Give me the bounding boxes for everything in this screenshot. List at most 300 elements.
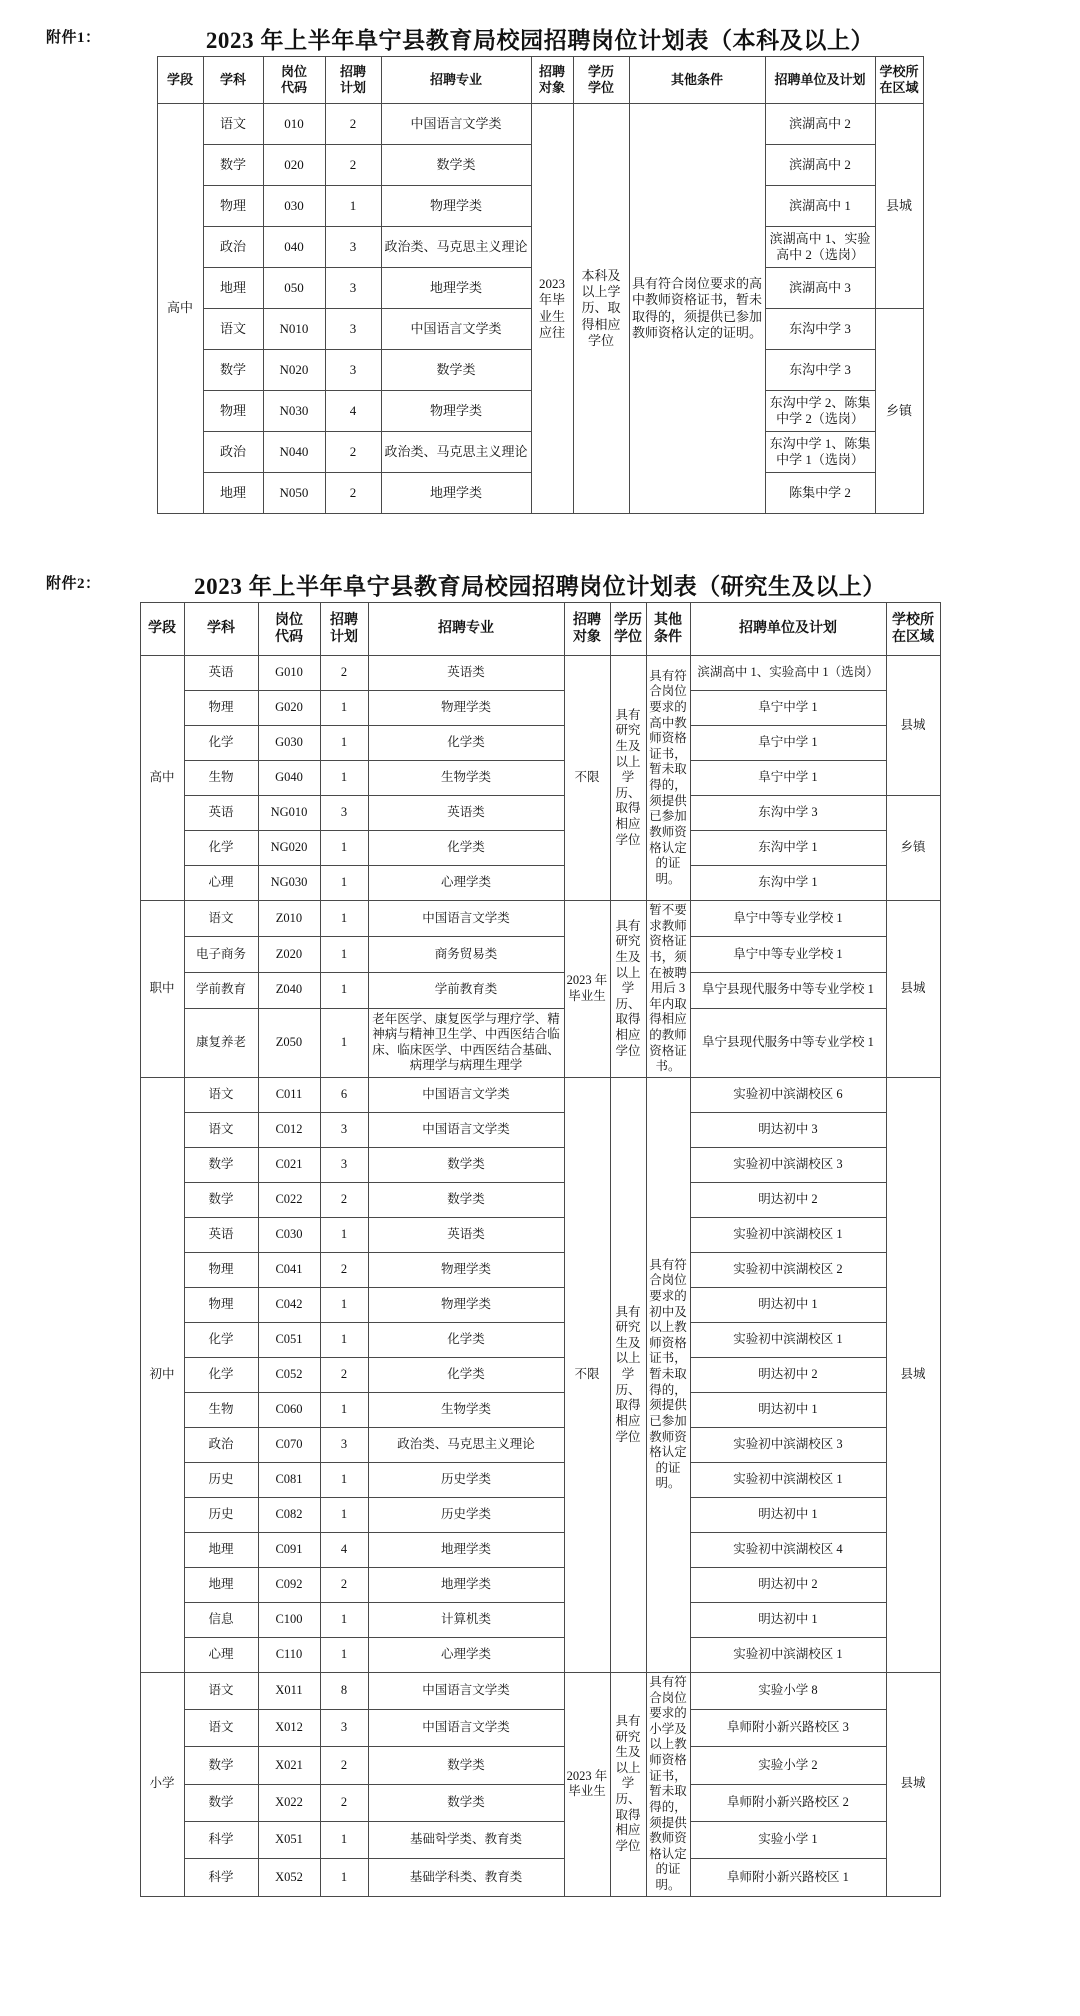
cell-code: N010 xyxy=(263,309,325,350)
attachment2-title: 2023 年上半年阜宁县教育局校园招聘岗位计划表（研究生及以上） xyxy=(194,574,886,599)
cell-unit: 阜宁中学 1 xyxy=(690,761,886,796)
cell-unit: 阜宁县现代服务中等专业学校 1 xyxy=(690,972,886,1008)
cell-unit: 滨湖高中 1、实验高中 1（选岗） xyxy=(690,656,886,691)
cell-plan: 1 xyxy=(320,1287,368,1322)
cell-major: 计算机类 xyxy=(368,1602,564,1637)
cell-subject: 历史 xyxy=(184,1462,258,1497)
cell-unit: 东沟中学 3 xyxy=(765,309,875,350)
cell-area: 县城 xyxy=(886,1672,940,1896)
cell-major: 心理学类 xyxy=(368,866,564,901)
cell-code: Z040 xyxy=(258,972,320,1008)
cell-other: 具有符合岗位要求的高中教师资格证书，暂未取得的，须提供已参加教师资格认定的证明。 xyxy=(646,656,690,901)
table-row xyxy=(140,866,940,901)
cell-subject: 心理 xyxy=(184,1637,258,1672)
cell-target: 2023 年毕业生 xyxy=(564,901,610,1078)
th-stage: 学段 xyxy=(157,57,203,104)
cell-plan: 2 xyxy=(320,656,368,691)
cell-unit: 东沟中学 1 xyxy=(690,831,886,866)
table-row xyxy=(140,1322,940,1357)
cell-unit: 实验初中滨湖校区 6 xyxy=(690,1077,886,1112)
cell-subject: 政治 xyxy=(184,1427,258,1462)
cell-unit: 阜师附小新兴路校区 2 xyxy=(690,1784,886,1821)
cell-major: 数学类 xyxy=(368,1147,564,1182)
cell-other: 暂不要求教师资格证书，须在被聘用后 3 年内取得相应的教师资格证书。 xyxy=(646,901,690,1078)
th-area-line1: 学校所 xyxy=(892,612,934,628)
cell-major: 物理学类 xyxy=(368,1252,564,1287)
cell-plan: 3 xyxy=(320,1112,368,1147)
th-plan-line1: 招聘 xyxy=(330,612,358,628)
cell-unit: 实验初中滨湖校区 1 xyxy=(690,1322,886,1357)
table-row xyxy=(140,1217,940,1252)
th-degree xyxy=(610,603,646,656)
cell-major: 地理学类 xyxy=(368,1567,564,1602)
cell-major: 英语类 xyxy=(368,1217,564,1252)
cell-target: 不限 xyxy=(564,1077,610,1672)
cell-code: C070 xyxy=(258,1427,320,1462)
cell-subject: 化学 xyxy=(184,1357,258,1392)
th-code-line2: 代码 xyxy=(280,80,307,95)
cell-unit: 滨湖高中 1 xyxy=(765,186,875,227)
cell-subject: 语文 xyxy=(184,1710,258,1747)
cell-code: X012 xyxy=(258,1710,320,1747)
cell-unit: 实验初中滨湖校区 1 xyxy=(690,1217,886,1252)
table-row xyxy=(140,936,940,972)
cell-plan: 2 xyxy=(320,1567,368,1602)
cell-subject: 信息 xyxy=(184,1602,258,1637)
table-row xyxy=(140,1532,940,1567)
cell-code: NG020 xyxy=(258,831,320,866)
table-row xyxy=(140,1822,940,1859)
cell-unit: 明达初中 3 xyxy=(690,1112,886,1147)
cell-major: 数学类 xyxy=(381,350,531,391)
table-row xyxy=(140,901,940,937)
th-degree-line1: 学历 xyxy=(614,612,642,628)
cell-subject: 物理 xyxy=(184,691,258,726)
table-row xyxy=(140,1672,940,1709)
cell-subject: 语文 xyxy=(184,1672,258,1709)
cell-code: C042 xyxy=(258,1287,320,1322)
cell-degree: 具有研究生及以上学历、取得相应学位 xyxy=(610,1672,646,1896)
cell-major: 物理学类 xyxy=(368,691,564,726)
cell-major: 中国语言文学类 xyxy=(368,901,564,937)
cell-other: 具有符合岗位要求的初中及以上教师资格证书，暂未取得的，须提供已参加教师资格认定的证明。 xyxy=(646,1077,690,1672)
cell-code: Z020 xyxy=(258,936,320,972)
table-row xyxy=(140,1427,940,1462)
cell-code: C091 xyxy=(258,1532,320,1567)
cell-subject: 物理 xyxy=(203,186,263,227)
cell-major: 商务贸易类 xyxy=(368,936,564,972)
cell-subject: 康复养老 xyxy=(184,1008,258,1077)
cell-plan: 1 xyxy=(320,1497,368,1532)
cell-unit: 阜宁中等专业学校 1 xyxy=(690,901,886,937)
cell-major: 政治类、马克思主义理论 xyxy=(368,1427,564,1462)
th-code-line1: 岗位 xyxy=(275,612,303,628)
cell-major: 化学类 xyxy=(368,1322,564,1357)
cell-major: 学前教育类 xyxy=(368,972,564,1008)
cell-major: 生物学类 xyxy=(368,761,564,796)
cell-degree: 本科及以上学历、取得相应学位 xyxy=(573,104,629,514)
cell-code: Z010 xyxy=(258,901,320,937)
cell-major: 中国语言文学类 xyxy=(368,1672,564,1709)
cell-plan: 1 xyxy=(320,726,368,761)
cell-code: 030 xyxy=(263,186,325,227)
table-row xyxy=(140,691,940,726)
th-other: 其他条件 xyxy=(629,57,765,104)
cell-major: 化学类 xyxy=(368,726,564,761)
cell-subject: 语文 xyxy=(203,104,263,145)
table-row xyxy=(140,1252,940,1287)
th-unit: 招聘单位及计划 xyxy=(690,603,886,656)
cell-plan: 1 xyxy=(320,1217,368,1252)
th-plan-line2: 计划 xyxy=(330,630,358,645)
cell-major: 化学类 xyxy=(368,831,564,866)
attachment1-title: 2023 年上半年阜宁县教育局校园招聘岗位计划表（本科及以上） xyxy=(205,28,875,53)
th-code xyxy=(263,57,325,104)
th-plan xyxy=(325,57,381,104)
cell-plan: 2 xyxy=(320,1182,368,1217)
cell-major: 化学类 xyxy=(368,1357,564,1392)
cell-major: 数学类 xyxy=(368,1784,564,1821)
table-row xyxy=(140,1462,940,1497)
attachment2-table-wrap xyxy=(0,602,1080,1897)
cell-unit: 明达初中 1 xyxy=(690,1287,886,1322)
cell-code: C110 xyxy=(258,1637,320,1672)
cell-major: 英语类 xyxy=(368,796,564,831)
cell-target: 2023 年毕业生 xyxy=(564,1672,610,1896)
cell-plan: 4 xyxy=(325,391,381,432)
cell-major: 基础학学类、教育类 xyxy=(368,1822,564,1859)
stage-cell: 职中 xyxy=(140,901,184,1078)
table-row xyxy=(140,1182,940,1217)
cell-major: 政治类、马克思主义理论 xyxy=(381,227,531,268)
cell-unit: 陈集中学 2 xyxy=(765,473,875,514)
cell-subject: 数学 xyxy=(184,1784,258,1821)
th-unit: 招聘单位及计划 xyxy=(765,57,875,104)
cell-unit: 明达初中 1 xyxy=(690,1602,886,1637)
cell-code: C011 xyxy=(258,1077,320,1112)
attachment2-label: 附件2： xyxy=(46,576,101,592)
th-code-line2: 代码 xyxy=(275,630,303,645)
cell-subject: 学前教育 xyxy=(184,972,258,1008)
cell-plan: 1 xyxy=(320,761,368,796)
th-target-line2: 对象 xyxy=(573,630,601,645)
cell-code: C052 xyxy=(258,1357,320,1392)
th-major: 招聘专业 xyxy=(368,603,564,656)
cell-subject: 数学 xyxy=(184,1182,258,1217)
cell-major: 中国语言文学类 xyxy=(381,309,531,350)
cell-code: NG010 xyxy=(258,796,320,831)
cell-major: 英语类 xyxy=(368,656,564,691)
cell-major: 数学类 xyxy=(368,1182,564,1217)
cell-subject: 政治 xyxy=(203,432,263,473)
th-target xyxy=(564,603,610,656)
cell-code: C012 xyxy=(258,1112,320,1147)
cell-target: 不限 xyxy=(564,656,610,901)
cell-code: 040 xyxy=(263,227,325,268)
cell-plan: 2 xyxy=(320,1784,368,1821)
cell-unit: 实验初中滨湖校区 4 xyxy=(690,1532,886,1567)
cell-code: N030 xyxy=(263,391,325,432)
cell-other: 具有符合岗位要求的高中教师资格证书，暂未取得的，须提供已参加教师资格认定的证明。 xyxy=(629,104,765,514)
cell-code: N040 xyxy=(263,432,325,473)
attachment1-title-row xyxy=(0,14,1080,56)
th-plan xyxy=(320,603,368,656)
cell-unit: 实验小学 1 xyxy=(690,1822,886,1859)
cell-subject: 化学 xyxy=(184,1322,258,1357)
cell-area: 乡镇 xyxy=(886,796,940,901)
cell-plan: 1 xyxy=(320,1392,368,1427)
cell-plan: 1 xyxy=(320,1462,368,1497)
cell-unit: 滨湖高中 3 xyxy=(765,268,875,309)
cell-subject: 政治 xyxy=(203,227,263,268)
cell-subject: 语文 xyxy=(184,1112,258,1147)
cell-major: 中国语言文学类 xyxy=(368,1710,564,1747)
cell-code: N020 xyxy=(263,350,325,391)
cell-plan: 1 xyxy=(320,691,368,726)
cell-plan: 1 xyxy=(320,936,368,972)
cell-unit: 明达初中 2 xyxy=(690,1357,886,1392)
cell-subject: 心理 xyxy=(184,866,258,901)
cell-area: 县城 xyxy=(875,104,923,309)
cell-major: 数学类 xyxy=(368,1747,564,1784)
cell-code: Z050 xyxy=(258,1008,320,1077)
cell-plan: 8 xyxy=(320,1672,368,1709)
th-plan-line1: 招聘 xyxy=(339,63,366,79)
cell-plan: 3 xyxy=(320,1147,368,1182)
cell-major: 地理学类 xyxy=(381,268,531,309)
cell-code: G040 xyxy=(258,761,320,796)
cell-code: G010 xyxy=(258,656,320,691)
cell-code: 050 xyxy=(263,268,325,309)
stage-cell: 初中 xyxy=(140,1077,184,1672)
cell-code: C092 xyxy=(258,1567,320,1602)
cell-plan: 1 xyxy=(320,1859,368,1896)
th-target-line1: 招聘 xyxy=(573,612,601,628)
cell-subject: 语文 xyxy=(184,901,258,937)
cell-code: X011 xyxy=(258,1672,320,1709)
table-row xyxy=(140,1637,940,1672)
cell-subject: 英语 xyxy=(184,1217,258,1252)
cell-code: C081 xyxy=(258,1462,320,1497)
th-area xyxy=(875,57,923,104)
cell-plan: 2 xyxy=(325,104,381,145)
cell-subject: 数学 xyxy=(184,1747,258,1784)
th-plan-line2: 计划 xyxy=(339,80,366,95)
table-row xyxy=(140,1497,940,1532)
stage-cell: 小学 xyxy=(140,1672,184,1896)
cell-code: C100 xyxy=(258,1602,320,1637)
cell-subject: 数学 xyxy=(203,350,263,391)
cell-major: 心理学类 xyxy=(368,1637,564,1672)
cell-plan: 3 xyxy=(325,268,381,309)
cell-subject: 英语 xyxy=(184,796,258,831)
th-area xyxy=(886,603,940,656)
th-subject: 学科 xyxy=(184,603,258,656)
cell-major: 物理学类 xyxy=(368,1287,564,1322)
attachment2-header-row xyxy=(140,603,940,656)
table-row xyxy=(140,1077,940,1112)
cell-unit: 明达初中 2 xyxy=(690,1567,886,1602)
attachment2-table xyxy=(140,602,941,1897)
cell-code: NG030 xyxy=(258,866,320,901)
cell-unit: 实验初中滨湖校区 2 xyxy=(690,1252,886,1287)
cell-major: 中国语言文学类 xyxy=(381,104,531,145)
table-row xyxy=(140,1602,940,1637)
cell-code: G020 xyxy=(258,691,320,726)
cell-plan: 1 xyxy=(320,1822,368,1859)
cell-major: 老年医学、康复医学与理疗学、精神病与精神卫生学、中西医结合临床、临床医学、中西医结合基础、病理学与病理生理学 xyxy=(368,1008,564,1077)
cell-major: 历史学类 xyxy=(368,1497,564,1532)
stage-cell: 高中 xyxy=(157,104,203,514)
attachment1-body xyxy=(157,104,923,514)
cell-subject: 语文 xyxy=(203,309,263,350)
cell-plan: 2 xyxy=(325,473,381,514)
cell-subject: 化学 xyxy=(184,726,258,761)
cell-plan: 1 xyxy=(320,901,368,937)
cell-area: 乡镇 xyxy=(875,309,923,514)
stage-cell: 高中 xyxy=(140,656,184,901)
table-row xyxy=(140,1567,940,1602)
th-area-line2: 在区域 xyxy=(879,80,919,95)
cell-major: 基础学科类、教育类 xyxy=(368,1859,564,1896)
cell-area: 县城 xyxy=(886,656,940,796)
cell-code: X051 xyxy=(258,1822,320,1859)
cell-code: N050 xyxy=(263,473,325,514)
cell-plan: 4 xyxy=(320,1532,368,1567)
cell-plan: 1 xyxy=(320,831,368,866)
cell-unit: 阜宁县现代服务中等专业学校 1 xyxy=(690,1008,886,1077)
cell-subject: 数学 xyxy=(203,145,263,186)
th-target xyxy=(531,57,573,104)
cell-plan: 1 xyxy=(320,866,368,901)
cell-major: 中国语言文学类 xyxy=(368,1112,564,1147)
cell-plan: 1 xyxy=(320,1637,368,1672)
table-row xyxy=(140,761,940,796)
cell-code: X052 xyxy=(258,1859,320,1896)
table-row xyxy=(140,1392,940,1427)
cell-subject: 英语 xyxy=(184,656,258,691)
table-row xyxy=(140,726,940,761)
table-row xyxy=(140,1287,940,1322)
cell-code: 020 xyxy=(263,145,325,186)
table-row xyxy=(140,656,940,691)
cell-subject: 化学 xyxy=(184,831,258,866)
attachment1-header-row xyxy=(157,57,923,104)
cell-code: C021 xyxy=(258,1147,320,1182)
cell-unit: 明达初中 1 xyxy=(690,1392,886,1427)
cell-subject: 物理 xyxy=(203,391,263,432)
th-degree-line2: 学位 xyxy=(587,80,614,95)
cell-unit: 阜宁中学 1 xyxy=(690,726,886,761)
cell-unit: 实验小学 2 xyxy=(690,1747,886,1784)
cell-plan: 1 xyxy=(320,1008,368,1077)
th-target-line2: 对象 xyxy=(538,80,565,95)
cell-plan: 2 xyxy=(320,1747,368,1784)
cell-code: X021 xyxy=(258,1747,320,1784)
cell-subject: 生物 xyxy=(184,1392,258,1427)
cell-area: 县城 xyxy=(886,1077,940,1672)
cell-code: C030 xyxy=(258,1217,320,1252)
cell-unit: 滨湖高中 1、实验高中 2（选岗） xyxy=(765,227,875,268)
table-row xyxy=(140,972,940,1008)
table-row xyxy=(140,831,940,866)
cell-degree: 具有研究生及以上学历、取得相应学位 xyxy=(610,656,646,901)
cell-code: G030 xyxy=(258,726,320,761)
cell-subject: 科学 xyxy=(184,1822,258,1859)
th-target-line1: 招聘 xyxy=(538,63,565,79)
cell-plan: 1 xyxy=(320,1602,368,1637)
section-spacer xyxy=(0,514,1080,560)
cell-plan: 1 xyxy=(320,972,368,1008)
cell-degree: 具有研究生及以上学历、取得相应学位 xyxy=(610,1077,646,1672)
table-row xyxy=(140,1710,940,1747)
cell-unit: 东沟中学 1 xyxy=(690,866,886,901)
cell-major: 中国语言文学类 xyxy=(368,1077,564,1112)
cell-code: C022 xyxy=(258,1182,320,1217)
cell-code: C082 xyxy=(258,1497,320,1532)
cell-subject: 物理 xyxy=(184,1252,258,1287)
cell-plan: 3 xyxy=(325,227,381,268)
cell-unit: 明达初中 1 xyxy=(690,1497,886,1532)
cell-subject: 地理 xyxy=(203,268,263,309)
th-degree-line2: 学位 xyxy=(614,630,642,645)
cell-plan: 2 xyxy=(325,432,381,473)
th-area-line2: 在区域 xyxy=(892,630,934,645)
cell-other: 具有符合岗位要求的小学及以上教师资格证书，暂未取得的，须提供教师资格认定的证明。 xyxy=(646,1672,690,1896)
cell-subject: 地理 xyxy=(184,1532,258,1567)
cell-major: 物理学类 xyxy=(381,186,531,227)
cell-unit: 实验初中滨湖校区 1 xyxy=(690,1462,886,1497)
cell-plan: 2 xyxy=(320,1357,368,1392)
attachment1-table-wrap xyxy=(0,56,1080,514)
cell-area: 县城 xyxy=(886,901,940,1078)
cell-plan: 3 xyxy=(325,350,381,391)
table-row xyxy=(140,1147,940,1182)
cell-plan: 1 xyxy=(320,1322,368,1357)
cell-unit: 阜师附小新兴路校区 1 xyxy=(690,1859,886,1896)
attachment1-label: 附件1： xyxy=(46,30,101,46)
cell-code: 010 xyxy=(263,104,325,145)
cell-unit: 滨湖高中 2 xyxy=(765,145,875,186)
cell-unit: 东沟中学 3 xyxy=(690,796,886,831)
cell-major: 物理学类 xyxy=(381,391,531,432)
cell-plan: 1 xyxy=(325,186,381,227)
table-row xyxy=(140,1357,940,1392)
th-stage: 学段 xyxy=(140,603,184,656)
cell-major: 地理学类 xyxy=(381,473,531,514)
th-code xyxy=(258,603,320,656)
table-row xyxy=(140,1008,940,1077)
cell-unit: 明达初中 2 xyxy=(690,1182,886,1217)
cell-unit: 阜宁中学 1 xyxy=(690,691,886,726)
cell-subject: 科学 xyxy=(184,1859,258,1896)
cell-subject: 历史 xyxy=(184,1497,258,1532)
cell-subject: 地理 xyxy=(184,1567,258,1602)
cell-unit: 实验初中滨湖校区 1 xyxy=(690,1637,886,1672)
th-degree xyxy=(573,57,629,104)
table-row xyxy=(140,796,940,831)
table-row xyxy=(140,1747,940,1784)
cell-plan: 3 xyxy=(320,1710,368,1747)
th-major: 招聘专业 xyxy=(381,57,531,104)
cell-unit: 滨湖高中 2 xyxy=(765,104,875,145)
cell-code: C060 xyxy=(258,1392,320,1427)
cell-major: 地理学类 xyxy=(368,1532,564,1567)
cell-unit: 东沟中学 2、陈集中学 2（选岗） xyxy=(765,391,875,432)
attachment2-title-row xyxy=(0,560,1080,602)
cell-degree: 具有研究生及以上学历、取得相应学位 xyxy=(610,901,646,1078)
cell-major: 数学类 xyxy=(381,145,531,186)
